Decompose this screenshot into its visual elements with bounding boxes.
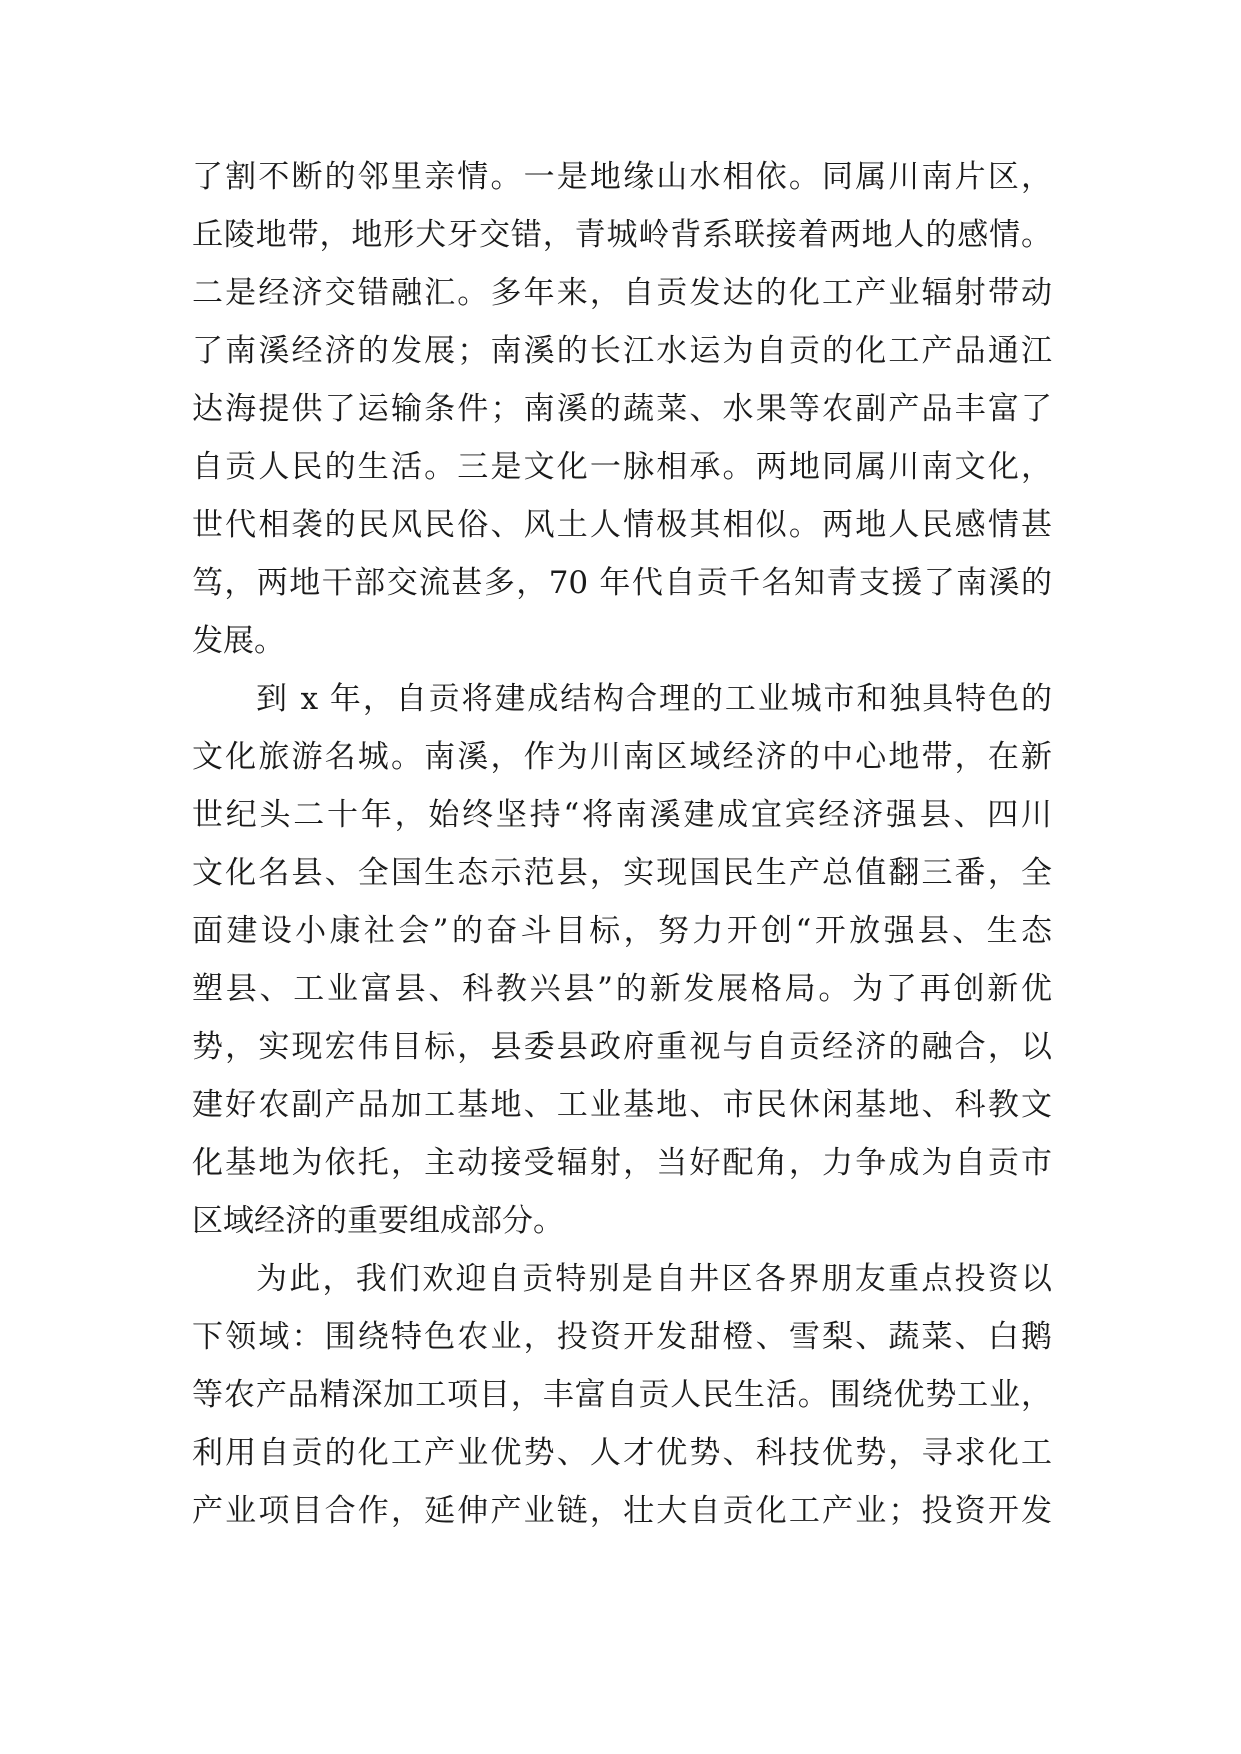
- text-line: 利用自贡的化工产业优势、人才优势、科技优势，寻求化工: [192, 1435, 1052, 1471]
- text-line: 为此，我们欢迎自贡特别是自井区各界朋友重点投资以: [256, 1261, 1052, 1297]
- text-line: 到 x 年，自贡将建成结构合理的工业城市和独具特色的: [256, 681, 1052, 717]
- text-line: 势，实现宏伟目标，县委县政府重视与自贡经济的融合，以: [192, 1029, 1052, 1065]
- text-line: 达海提供了运输条件；南溪的蔬菜、水果等农副产品丰富了: [192, 391, 1052, 427]
- text-line: 发展。: [192, 623, 285, 659]
- text-line: 笃，两地干部交流甚多，70 年代自贡千名知青支援了南溪的: [192, 565, 1052, 601]
- text-line: 了割不断的邻里亲情。一是地缘山水相依。同属川南片区，: [192, 159, 1052, 195]
- body-text: [192, 148, 1052, 1540]
- text-line: 建好农副产品加工基地、工业基地、市民休闲基地、科教文: [192, 1087, 1052, 1123]
- text-line: 区域经济的重要组成部分。: [192, 1203, 564, 1239]
- text-line: 世代相袭的民风民俗、风土人情极其相似。两地人民感情甚: [192, 507, 1052, 543]
- text-line: 等农产品精深加工项目，丰富自贡人民生活。围绕优势工业，: [192, 1377, 1052, 1413]
- text-line: 下领域：围绕特色农业，投资开发甜橙、雪梨、蔬菜、白鹅: [192, 1319, 1052, 1355]
- text-line: 塑县、工业富县、科教兴县”的新发展格局。为了再创新优: [192, 971, 1052, 1007]
- text-line: 二是经济交错融汇。多年来，自贡发达的化工产业辐射带动: [192, 275, 1052, 311]
- text-line: 文化名县、全国生态示范县，实现国民生产总值翻三番，全: [192, 855, 1052, 891]
- text-line: 产业项目合作，延伸产业链，壮大自贡化工产业；投资开发: [192, 1493, 1052, 1529]
- text-line: 文化旅游名城。南溪，作为川南区域经济的中心地带，在新: [192, 739, 1052, 775]
- text-line: 丘陵地带，地形犬牙交错，青城岭背系联接着两地人的感情。: [192, 217, 1052, 253]
- text-line: 世纪头二十年，始终坚持“将南溪建成宜宾经济强县、四川: [192, 797, 1052, 833]
- text-line: 自贡人民的生活。三是文化一脉相承。两地同属川南文化，: [192, 449, 1052, 485]
- text-line: 化基地为依托，主动接受辐射，当好配角，力争成为自贡市: [192, 1145, 1052, 1181]
- text-line: 面建设小康社会”的奋斗目标，努力开创“开放强县、生态: [192, 913, 1052, 949]
- text-line: 了南溪经济的发展；南溪的长江水运为自贡的化工产品通江: [192, 333, 1052, 369]
